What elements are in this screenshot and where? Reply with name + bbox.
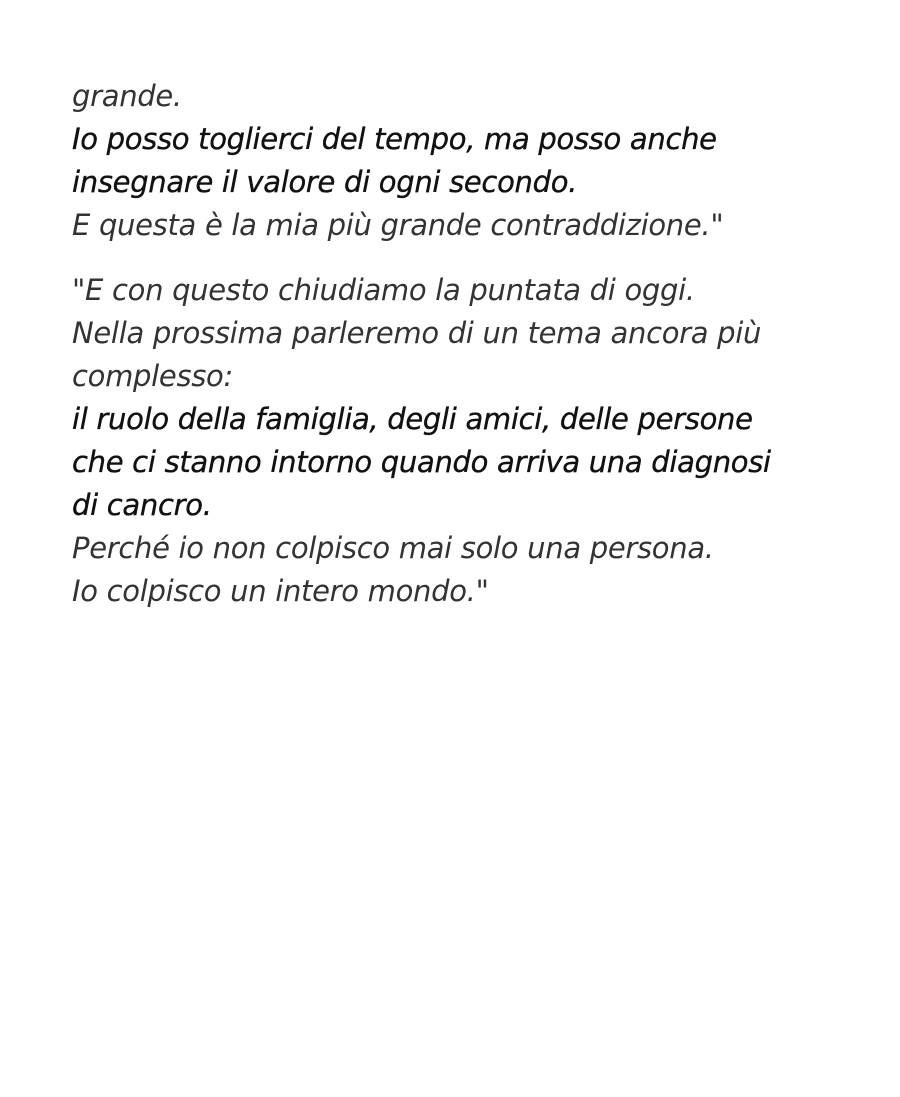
emphasized-text-line: Io posso toglierci del tempo, ma posso anche xyxy=(72,122,717,156)
emphasized-text-line: di cancro. xyxy=(72,488,212,522)
text-line: grande. xyxy=(72,79,182,113)
emphasized-text-line: insegnare il valore di ogni secondo. xyxy=(72,165,578,199)
emphasized-text-line: il ruolo della famiglia, degli amici, delle persone xyxy=(72,402,753,436)
paragraph-2 xyxy=(72,269,862,613)
text-line: complesso: xyxy=(72,359,233,393)
text-line: Nella prossima parleremo di un tema ancora più xyxy=(72,316,762,350)
paragraph-spacer xyxy=(72,247,862,269)
text-line: Perché io non colpisco mai solo una persona. xyxy=(72,531,714,565)
emphasized-text-line: che ci stanno intorno quando arriva una diagnosi xyxy=(72,445,771,479)
text-line: E questa è la mia più grande contraddizione." xyxy=(72,208,724,242)
document-page xyxy=(72,75,862,613)
text-line: "E con questo chiudiamo la puntata di oggi. xyxy=(72,273,695,307)
text-line: Io colpisco un intero mondo." xyxy=(72,574,489,608)
paragraph-1 xyxy=(72,75,862,247)
